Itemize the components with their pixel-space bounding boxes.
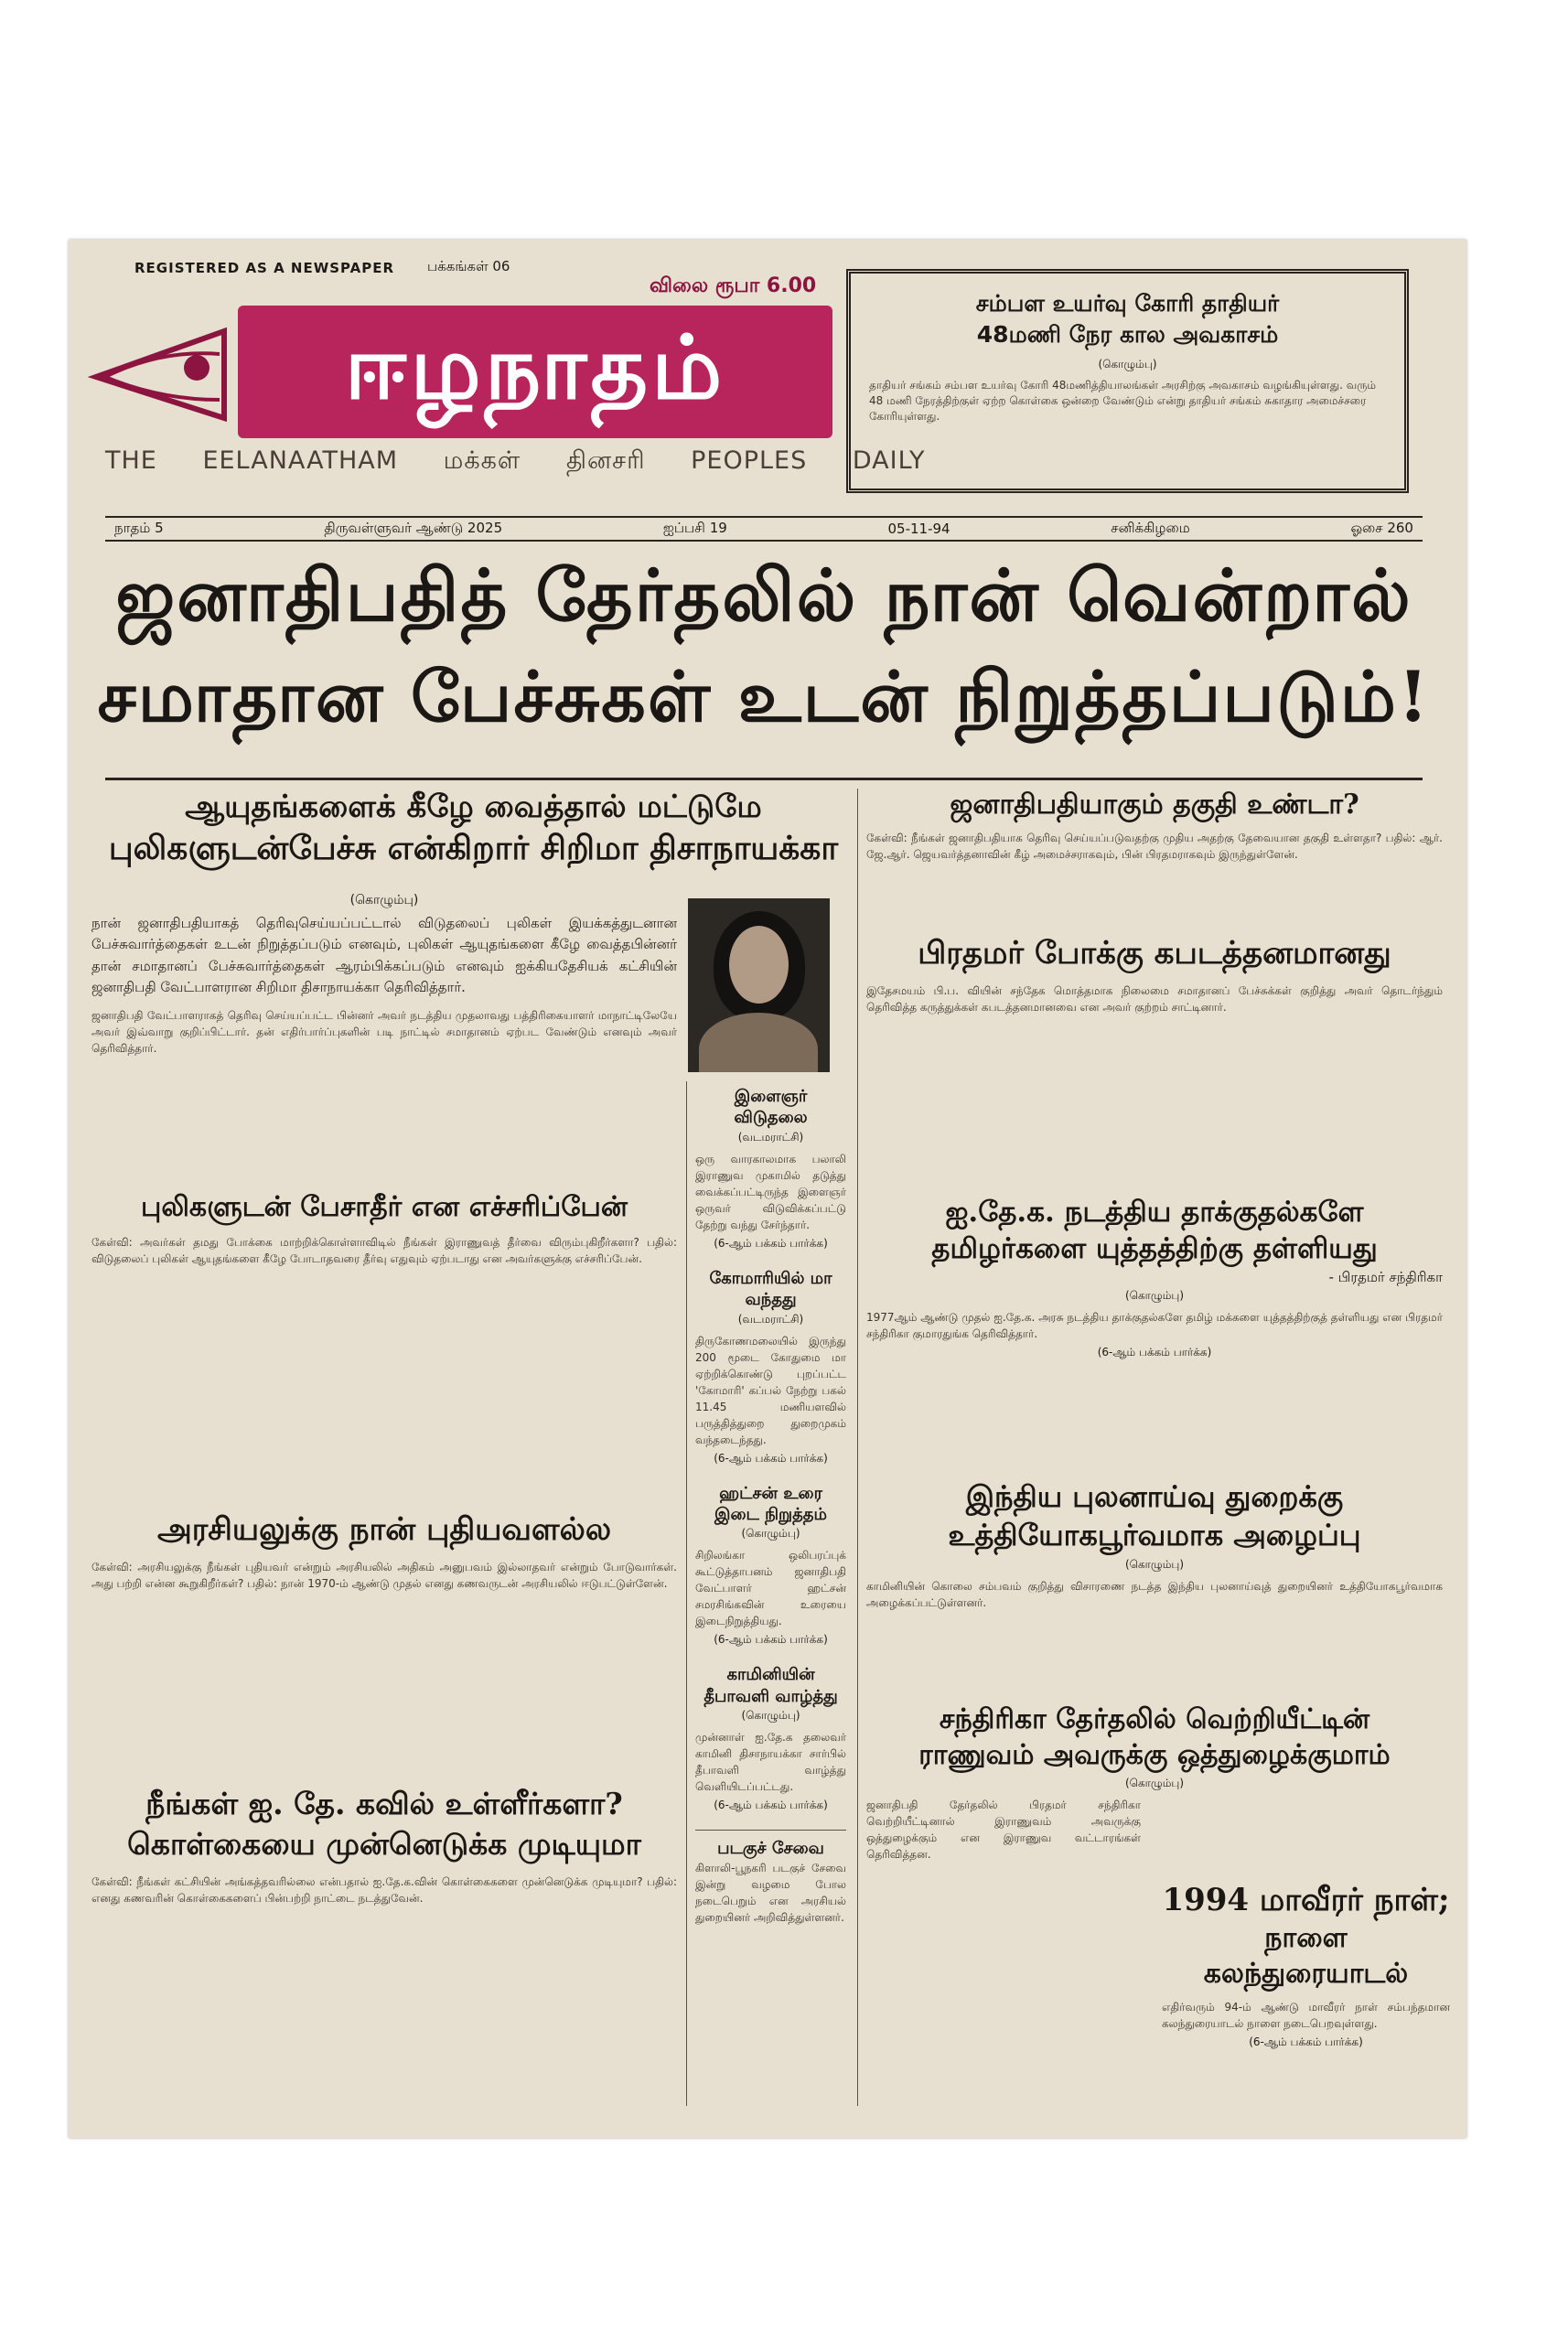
main-headline-1: ஜனாதிபதித் தேர்தலில் நான் வென்றால் (115, 554, 1412, 638)
masthead-tagline (105, 446, 926, 478)
right-story3-body: 1977ஆம் ஆண்டு முதல் ஐ.தே.க. அரசு நடத்திய தாக்குதல்களே தமிழ் மக்களை யுத்தத்திற்குத் தள்ளியது என பிரதமர் சந்திரிகா குமாரதுங்க தெரிவித்தார். (866, 1311, 1443, 1340)
item4-title: காமினியின் தீபாவளி வாழ்த்து (703, 1665, 838, 1706)
thiruvalluvar-year: திருவள்ளுவர் ஆண்டு 2025 (324, 520, 503, 536)
notice-headline-2: 48மணி நேர கால அவகாசம் (976, 320, 1279, 348)
issue-number: ஓசை 260 (1350, 520, 1413, 536)
item5-title: படகுச் சேவை (695, 1830, 846, 1859)
right-story6-headline-1: 1994 மாவீரர் நாள்; (1162, 1882, 1450, 1918)
right-story-2 (866, 935, 1443, 1015)
left-lead-paragraph: நான் ஜனாதிபதியாகத் தெரிவுசெய்யப்பட்டால் விடுதலைப் புலிகள் இயக்கத்துடனான பேச்சுவார்த்தைகள் உடன் நிறுத்தப்படும் எனவும், புலிகள் ஆயுதங்களை கீழே வைத்தபின்னர் தான் சமாதானப் பேச்சுவார்த்தைகள் ஆரம்பிக்கப்படும் எனவும் ஐக்கியதேசியக் கட்சியின் ஜனாதிபதி வேட்பாளரான சிறிமா திசாநாயக்கா தெரிவித்தார். (91, 915, 677, 995)
masthead-logo (87, 296, 837, 443)
date: 05-11-94 (887, 521, 950, 537)
left-story4-headline-1: நீங்கள் ஐ. தே. கவில் உள்ளீர்களா? (145, 1786, 623, 1821)
item5-body: கிளாலி-பூநகரி படகுச் சேவை இன்று வழமை போல நடைபெறும் என அரசியல் துறையினர் அறிவித்துள்ளனர். (695, 1861, 846, 1924)
left-story4-headline-2: கொள்கையை முன்னெடுக்க முடியுமா (127, 1826, 641, 1862)
item2-dateline: (வடமராட்சி) (737, 1312, 804, 1326)
right-story3-more: (6-ஆம் பக்கம் பார்க்க) (1097, 1346, 1212, 1359)
right-story3-headline-2: தமிழர்களை யுத்தத்திற்கு தள்ளியது (931, 1232, 1378, 1265)
right-story5-dateline: (கொழும்பு) (1124, 1777, 1185, 1789)
left-dateline: (கொழும்பு) (349, 893, 419, 908)
item4-body: முன்னாள் ஐ.தே.க தலைவர் காமினி திசாநாயக்கா சார்பில் தீபாவளி வாழ்த்து வெளியிடப்பட்டது. (695, 1731, 846, 1794)
right-story3-byline: - பிரதமர் சந்திரிகா (1328, 1269, 1443, 1285)
left-headline-1: ஆயுதங்களைக் கீழே வைத்தால் மட்டுமே (185, 789, 762, 825)
item4-dateline: (கொழும்பு) (741, 1709, 800, 1723)
right-story5-headline-1: சந்திரிகா தேர்தலில் வெற்றியீட்டின் (939, 1703, 1370, 1735)
item2-more: (6-ஆம் பக்கம் பார்க்க) (714, 1451, 828, 1465)
right-story4-body: காமினியின் கொலை சம்பவம் குறித்து விசாரணை நடத்த இந்திய புலனாய்வுத் துறையினர் உத்தியோகபூர்வமாக அழைக்கப்பட்டுள்ளனர். (866, 1580, 1443, 1609)
price: விலை ரூபா 6.00 (650, 274, 817, 297)
left-story2-headline: புலிகளுடன் பேசாதீர் என எச்சரிப்பேன் (141, 1191, 628, 1223)
headline-rule (105, 778, 1423, 780)
edition: நாதம் 5 (114, 520, 164, 536)
notice-dateline: (கொழும்பு) (1098, 357, 1157, 371)
item3-more: (6-ஆம் பக்கம் பார்க்க) (714, 1633, 828, 1647)
right-story2-body: இதேசமயம் பி.ப. வியின் சந்தேக மொத்தமாக நிலைமை சமாதானப் பேச்சுக்கள் குறித்து அவர் தொடர்ந்தும் தெரிவித்த கருத்துக்கள் கபடத்தனமானவை என அவர் குற்றம் சாட்டினார். (866, 984, 1443, 1014)
left-headline-2: புலிகளுடன்பேச்சு என்கிறார் சிறிமா திசாநாயக்கா (108, 829, 839, 867)
left-story4-body: கேள்வி: நீங்கள் கட்சியின் அங்கத்தவரில்லை என்பதால் ஐ.தே.க.வின் கொள்கைகளை முன்னெடுக்க முடியுமா? பதில்: எனது கணவரின் கொள்கைகளைப் பின்பற்றி நாட்டை நடத்துவேன். (91, 1875, 677, 1905)
column-rule (686, 1081, 687, 2106)
item3-body: சிறிலங்கா ஒலிபரப்புக் கூட்டுத்தாபனம் ஜனாதிபதி வேட்பாளர் ஹட்சன் சமரசிங்கவின் உரையை இடைநிறுத்தியது. (695, 1549, 846, 1628)
notice-headline-1: சம்பள உயர்வு கோரி தாதியர் (975, 290, 1280, 317)
item1-dateline: (வடமராட்சி) (737, 1130, 804, 1144)
left-story-3 (91, 1511, 677, 1592)
left-lead-text (91, 889, 677, 1057)
left-story-4 (91, 1786, 677, 1906)
notice-body: தாதியர் சங்கம் சம்பள உயர்வு கோரி 48மணித்தியாலங்கள் அரசிற்கு அவகாசம் வழங்கியுள்ளது. வரும் 48 மணி நேரத்திற்குள் ஏற்ற கொள்கை ஒன்றை வேண்டும் என்று தாதியர் சங்கம் சுகாதார அமைச்சரை கோரியுள்ளது. (869, 378, 1377, 424)
tagline-tamil: மக்கள் தினசரி (443, 446, 646, 475)
right-story-1 (866, 789, 1443, 863)
right-story4-dateline: (கொழும்பு) (1124, 1558, 1185, 1571)
conch-logo-icon (87, 313, 242, 432)
main-headline-2: சமாதான பேச்சுகள் உடன் நிறுத்தப்படும்! (97, 656, 1431, 737)
item2-body: திருகோணமலையில் இருந்து 200 மூடை கோதுமை மா ஏற்றிக்கொண்டு புறப்பட்ட 'கோமாரி' கப்பல் நேற்று பகல் 11.45 மணியளவில் பருத்தித்துறை துறைமுகம் வந்தடைந்தது. (695, 1334, 846, 1446)
item3-title: ஹட்சன் உரை இடை நிறுத்தம் (714, 1483, 828, 1524)
page-count: பக்கங்கள் 06 (427, 258, 510, 274)
left-story2-body: கேள்வி: அவர்கள் தமது போக்கை மாற்றிக்கொள்ளாவிடில் நீங்கள் இராணுவத் தீர்வை விரும்புகிறீர்களா? பதில்: விடுதலைப் புலிகள் ஆயுதங்களை கீழே போடாதவரை தீர்வு எதுவும் ஏற்படாது என அவர்களுக்கு எச்சரிப்பேன். (91, 1236, 677, 1265)
right-story4-headline-2: உத்தியோகபூர்வமாக அழைப்பு (948, 1518, 1361, 1552)
right-story3-dateline: (கொழும்பு) (1124, 1289, 1185, 1302)
right-story2-headline: பிரதமர் போக்கு கபடத்தனமானது (918, 935, 1391, 972)
right-story-6 (1162, 1882, 1450, 2050)
column-rule (857, 789, 858, 2106)
right-story4-headline-1: இந்திய புலனாய்வு துறைக்கு (965, 1479, 1344, 1514)
weekday: சனிக்கிழமை (1111, 520, 1190, 536)
item4-more: (6-ஆம் பக்கம் பார்க்க) (714, 1799, 828, 1812)
item1-body: ஒரு வாரகாலமாக பலாலி இராணுவ முகாமில் தடுத்து வைக்கப்பட்டிருந்த இளைஞர் ஒருவர் விடுவிக்கப்பட்டு தேற்று வந்து சேர்ந்தார். (695, 1152, 846, 1231)
right-story6-more: (6-ஆம் பக்கம் பார்க்க) (1249, 2035, 1363, 2048)
item3-dateline: (கொழும்பு) (741, 1527, 800, 1541)
right-story-3 (866, 1196, 1443, 1360)
right-story1-body: கேள்வி: நீங்கள் ஜனாதிபதியாக தெரிவு செய்யப்படுவதற்கு முதிய அதற்கு தேவையான தகுதி உள்ளதா? பதில்: ஆர். ஜே.ஆர். ஜெயவர்த்தனாவின் கீழ் அமைச்சராகவும், பின் பிரதமராகவும் இருந்துள்ளேன். (866, 832, 1443, 861)
right-story-4 (866, 1479, 1443, 1611)
item2-title: கோமாரியில் மா வந்தது (709, 1268, 832, 1310)
right-story3-headline-1: ஐ.தே.க. நடத்திய தாக்குதல்களே (945, 1196, 1364, 1229)
right-story5-headline-2: ராணுவம் அவருக்கு ஒத்துழைக்குமாம் (918, 1739, 1391, 1771)
dateline-bar (105, 516, 1423, 542)
left-lead-story (91, 789, 855, 872)
right-story6-headline-2: நாளை கலந்துரையாடல் (1203, 1922, 1409, 1990)
tagline-english: THE EELANAATHAM (105, 446, 399, 475)
item1-more: (6-ஆம் பக்கம் பார்க்க) (714, 1236, 828, 1250)
portrait-photo (688, 898, 830, 1072)
registration-notice: REGISTERED AS A NEWSPAPER (134, 260, 395, 276)
notice-box (846, 269, 1409, 493)
item1-title: இளைஞர் விடுதலை (734, 1087, 808, 1128)
tamil-date: ஐப்பசி 19 (662, 520, 727, 536)
right-story5-body: ஜனாதிபதி தேர்தலில் பிரதமர் சந்திரிகா வெற்றியீட்டினால் இராணுவம் அவருக்கு ஒத்துழைக்கும் என இராணுவ வட்டாரங்கள் தெரிவித்தன. (866, 1799, 1141, 1861)
left-body: ஜனாதிபதி வேட்பாளராகத் தெரிவு செய்யப்பட்ட பின்னர் அவர் நடத்திய முதலாவது பத்திரிகையாளர் மாநாட்டிலேயே அவர் இவ்வாறு குறிப்பிட்டார். தன் எதிர்பார்ப்புகளின் படி நாட்டில் சமாதானம் ஏற்பட வேண்டும் எனவும் அவர் தெரிவித்தார். (91, 1009, 677, 1055)
right-story1-headline: ஜனாதிபதியாகும் தகுதி உண்டா? (950, 789, 1359, 821)
left-story3-body: கேள்வி: அரசியலுக்கு நீங்கள் புதியவர் என்றும் அரசியலில் அதிகம் அனுபவம் இல்லாதவர் என்றும் போடுவார்கள். அது பற்றி என்ன கூறுகிறீர்கள்? பதில்: நான் 1970-ம் ஆண்டு முதல் எனது கணவருடன் அரசியலில் ஈடுபட்டுள்ளேன். (91, 1561, 677, 1590)
logo-text: ஈழநாதம் (344, 317, 726, 419)
middle-column (695, 1086, 846, 1926)
right-story6-body: எதிர்வரும் 94-ம் ஆண்டு மாவீரர் நாள் சம்பந்தமான கலந்துரையாடல் நாளை நடைபெறவுள்ளது. (1162, 2001, 1450, 2030)
newspaper-page (69, 240, 1466, 2138)
left-story-2 (91, 1191, 677, 1267)
tagline-daily: PEOPLES DAILY (691, 446, 926, 475)
left-story3-headline: அரசியலுக்கு நான் புதியவளல்ல (156, 1511, 612, 1548)
right-story-5 (866, 1703, 1443, 1863)
